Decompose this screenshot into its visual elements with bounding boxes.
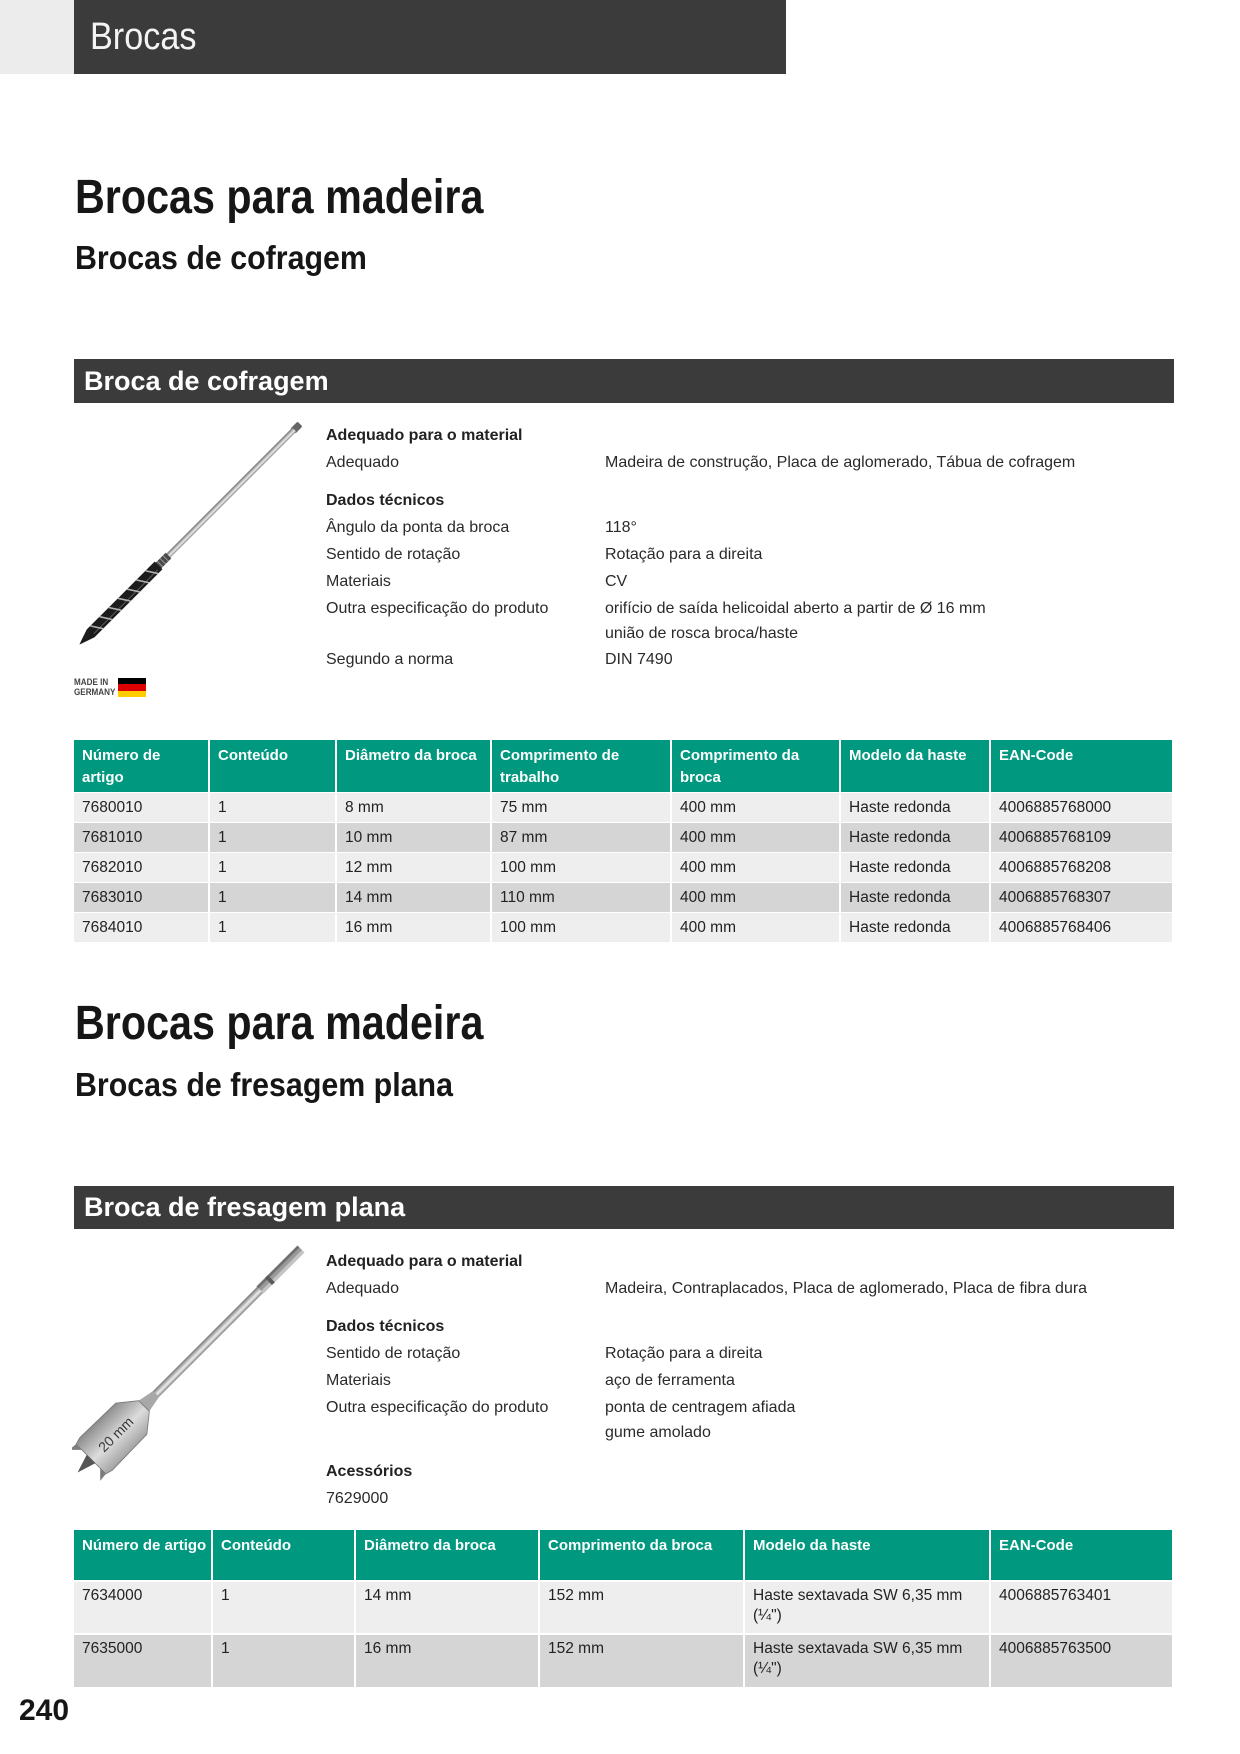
table-cell: 1 (209, 792, 336, 822)
table-cell: 87 mm (491, 822, 671, 852)
spec-value: 118° (605, 519, 637, 536)
made-in-germany-badge (74, 676, 148, 698)
column-header: Conteúdo (212, 1530, 355, 1581)
product-title: Broca de cofragem (84, 366, 329, 396)
spec-value: Madeira de construção, Placa de aglomerado, Tábua de cofragem (605, 454, 1076, 471)
spec-label: Ângulo da ponta da broca (326, 519, 510, 536)
table-cell: 7684010 (74, 912, 209, 942)
table-cell: 400 mm (671, 882, 840, 912)
spec-row (326, 541, 1174, 568)
table-row (74, 792, 1172, 822)
table-cell: Haste sextavada SW 6,35 mm (¼") (744, 1581, 990, 1634)
table-cell: 7635000 (74, 1634, 212, 1687)
table-cell: 16 mm (355, 1634, 539, 1687)
spec-label: Outra especificação do produto (326, 600, 549, 617)
specifications-block (326, 1248, 1174, 1512)
table-row (74, 882, 1172, 912)
drill-size-marking: 20 mm (94, 1413, 137, 1456)
table-cell: 7680010 (74, 792, 209, 822)
table-cell: 7634000 (74, 1581, 212, 1634)
spec-label: Materiais (326, 573, 391, 590)
product-table (74, 1530, 1172, 1687)
table-row (74, 852, 1172, 882)
spec-row (326, 1394, 1174, 1445)
spade-drill-bit-icon (72, 1243, 308, 1485)
formwork-drill-bit-icon (74, 418, 306, 650)
table-cell: 1 (212, 1634, 355, 1687)
table-cell: 12 mm (336, 852, 491, 882)
german-flag-icon (118, 678, 146, 697)
chapter-title: Brocas (90, 16, 197, 58)
table-cell: 400 mm (671, 912, 840, 942)
badge-line-2: GERMANY (74, 687, 116, 697)
spec-label: Adequado (326, 1280, 399, 1297)
category-heading: Brocas para madeira (75, 171, 484, 224)
table-cell: Haste redonda (840, 852, 990, 882)
spec-label: Sentido de rotação (326, 1345, 461, 1362)
spec-value: aço de ferramenta (605, 1372, 735, 1389)
subcategory-heading: Brocas de cofragem (75, 239, 367, 276)
spec-value (605, 595, 986, 646)
spec-row (326, 595, 1174, 646)
accessories-value: 7629000 (326, 1490, 389, 1507)
table-row (74, 912, 1172, 942)
table-cell: 4006885768000 (990, 792, 1172, 822)
spec-row (326, 1340, 1174, 1367)
table-cell: 7683010 (74, 882, 209, 912)
table-cell: 1 (212, 1581, 355, 1634)
spec-value-line: união de rosca broca/haste (605, 625, 799, 642)
table-row (74, 1581, 1172, 1634)
technical-data-heading: Dados técnicos (326, 1318, 445, 1335)
spec-label: Outra especificação do produto (326, 1399, 549, 1416)
table-cell: 75 mm (491, 792, 671, 822)
table-cell: 152 mm (539, 1581, 744, 1634)
column-header: Comprimento de trabalho (491, 740, 671, 792)
table-cell: 16 mm (336, 912, 491, 942)
table-row (74, 1634, 1172, 1687)
page-number: 240 (19, 1694, 70, 1727)
column-header: Diâmetro da broca (336, 740, 491, 792)
table-cell: Haste redonda (840, 822, 990, 852)
table-cell: 7682010 (74, 852, 209, 882)
table-cell: 400 mm (671, 852, 840, 882)
spec-row (326, 514, 1174, 541)
spec-label: Adequado (326, 454, 399, 471)
table-cell: 1 (209, 852, 336, 882)
spec-label: Materiais (326, 1372, 391, 1389)
table-cell: 7681010 (74, 822, 209, 852)
product-title-bar (74, 1186, 1174, 1229)
spec-row (326, 568, 1174, 595)
table-cell: 8 mm (336, 792, 491, 822)
table-cell: 4006885763500 (990, 1634, 1172, 1687)
spec-row (326, 1367, 1174, 1394)
table-cell: 110 mm (491, 882, 671, 912)
table-cell: 4006885768208 (990, 852, 1172, 882)
spec-row (326, 646, 1174, 673)
table-cell: 4006885763401 (990, 1581, 1172, 1634)
table-cell: 14 mm (336, 882, 491, 912)
table-header-row (74, 740, 1172, 792)
product-table (74, 740, 1172, 942)
column-header: Conteúdo (209, 740, 336, 792)
product-title: Broca de fresagem plana (84, 1192, 406, 1222)
table-cell: 14 mm (355, 1581, 539, 1634)
table-cell: 4006885768406 (990, 912, 1172, 942)
column-header: Modelo da haste (840, 740, 990, 792)
spec-value: Rotação para a direita (605, 546, 763, 563)
spec-value-line: orifício de saída helicoidal aberto a partir de Ø 16 mm (605, 600, 986, 617)
subcategory-heading: Brocas de fresagem plana (75, 1066, 453, 1103)
material-heading: Adequado para o material (326, 427, 523, 444)
spec-value: CV (605, 573, 628, 590)
chapter-header-bar (74, 0, 786, 74)
table-cell: 10 mm (336, 822, 491, 852)
spec-label: Sentido de rotação (326, 546, 461, 563)
column-header: Comprimento da broca (539, 1530, 744, 1581)
table-cell: Haste sextavada SW 6,35 mm (¼") (744, 1634, 990, 1687)
accessories-heading: Acessórios (326, 1463, 413, 1480)
spec-value-line: gume amolado (605, 1424, 711, 1441)
header-side-strip (0, 0, 74, 74)
spec-value: Madeira, Contraplacados, Placa de aglomerado, Placa de fibra dura (605, 1280, 1088, 1297)
table-cell: 1 (209, 822, 336, 852)
column-header: Diâmetro da broca (355, 1530, 539, 1581)
technical-data-heading: Dados técnicos (326, 492, 445, 509)
table-header-row (74, 1530, 1172, 1581)
column-header: EAN-Code (990, 740, 1172, 792)
column-header: Número de artigo (74, 1530, 212, 1581)
made-in-germany-text (74, 677, 115, 697)
spec-value: Rotação para a direita (605, 1345, 763, 1362)
product-title-bar (74, 359, 1174, 403)
specifications-block (326, 422, 1174, 673)
spec-value-line: ponta de centragem afiada (605, 1399, 796, 1416)
table-cell: 1 (209, 882, 336, 912)
column-header: EAN-Code (990, 1530, 1172, 1581)
table-cell: 1 (209, 912, 336, 942)
material-heading: Adequado para o material (326, 1253, 523, 1270)
table-cell: 152 mm (539, 1634, 744, 1687)
spec-row (326, 1275, 1174, 1302)
spec-label: Segundo a norma (326, 651, 454, 668)
table-row (74, 822, 1172, 852)
category-heading: Brocas para madeira (75, 997, 484, 1050)
table-cell: 100 mm (491, 912, 671, 942)
table-cell: 400 mm (671, 792, 840, 822)
spec-value: DIN 7490 (605, 651, 673, 668)
table-cell: Haste redonda (840, 882, 990, 912)
table-cell: 100 mm (491, 852, 671, 882)
table-cell: Haste redonda (840, 912, 990, 942)
table-cell: Haste redonda (840, 792, 990, 822)
badge-line-1: MADE IN (74, 677, 109, 687)
column-header: Número de artigo (74, 740, 209, 792)
spec-value (605, 1394, 795, 1445)
table-cell: 400 mm (671, 822, 840, 852)
spec-row (326, 449, 1174, 476)
table-cell: 4006885768109 (990, 822, 1172, 852)
column-header: Modelo da haste (744, 1530, 990, 1581)
column-header: Comprimento da broca (671, 740, 840, 792)
table-cell: 4006885768307 (990, 882, 1172, 912)
